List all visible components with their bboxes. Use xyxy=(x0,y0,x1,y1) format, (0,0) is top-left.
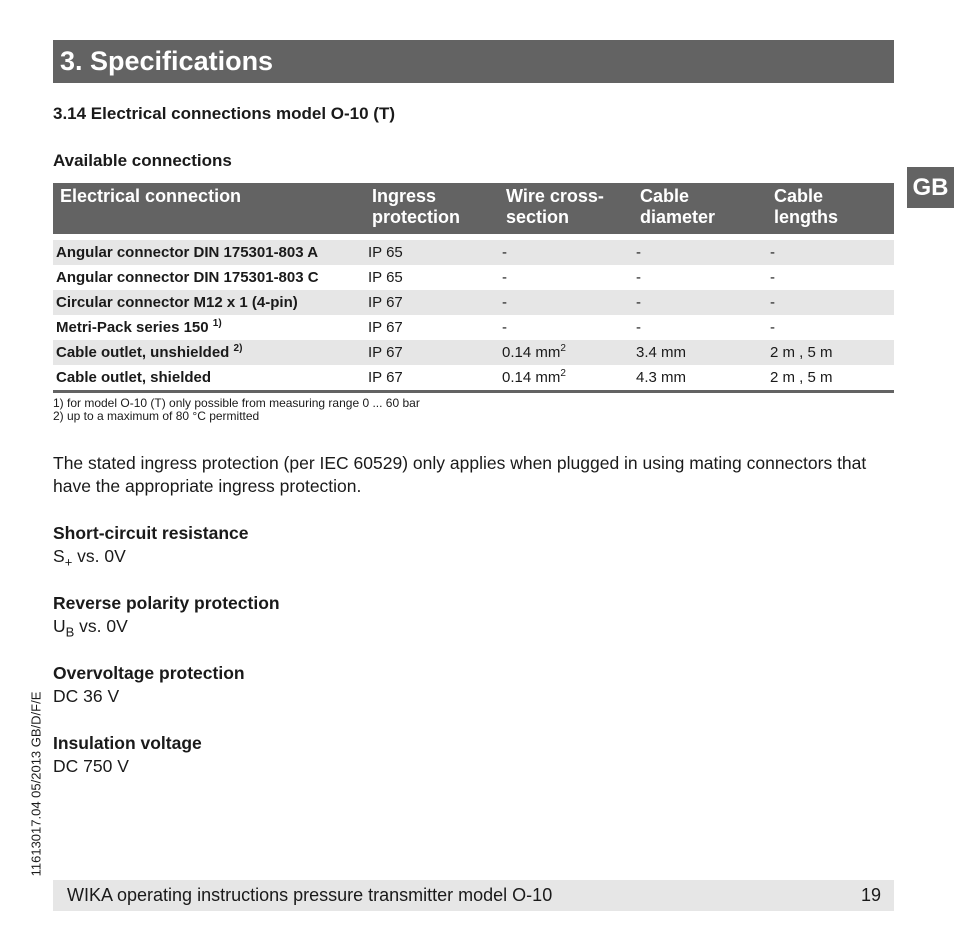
table-row xyxy=(53,265,894,290)
lengths-cell: 2 m , 5 m xyxy=(767,340,894,365)
wire-cell: - xyxy=(502,269,507,286)
wire-cell: - xyxy=(499,290,633,315)
insulation-value: DC 750 V xyxy=(53,756,129,776)
overvoltage-value: DC 36 V xyxy=(53,686,120,706)
lengths-cell: - xyxy=(767,290,894,315)
ingress-cell: IP 67 xyxy=(365,365,499,392)
connection-name: Cable outlet, unshielded $^{2)}$ xyxy=(53,340,365,365)
diameter-cell: - xyxy=(636,319,641,336)
document-code: 11613017.04 05/2013 GB/D/F/E xyxy=(28,691,44,877)
ingress-cell: IP 67 xyxy=(365,290,499,315)
short-circuit-value: $S_+$ vs. 0V xyxy=(53,546,126,570)
header-cable-lengths: Cable lengths xyxy=(767,183,894,234)
connections-table xyxy=(53,183,894,393)
table-header-row xyxy=(53,183,894,234)
header-wire-cross-section: Wire cross- section xyxy=(499,183,633,234)
lengths-cell: 2 m , 5 m xyxy=(767,365,894,392)
header-cable-diameter: Cable diameter xyxy=(633,183,767,234)
diameter-cell: 3.4 mm xyxy=(633,340,767,365)
connection-name: Angular connector DIN 175301-803 A xyxy=(53,240,365,265)
connection-name: Metri-Pack series 150 $^{1)}$ xyxy=(56,318,222,336)
wire-cell: - xyxy=(499,240,633,265)
insulation-label: Insulation voltage xyxy=(53,733,202,753)
lengths-cell: - xyxy=(770,269,775,286)
language-tab: GB xyxy=(907,167,954,208)
connection-name: Angular connector DIN 175301-803 C xyxy=(56,269,319,286)
table-row xyxy=(53,240,894,265)
diameter-cell: 4.3 mm xyxy=(633,365,767,392)
page-number: 19 xyxy=(860,885,881,905)
diameter-cell: - xyxy=(633,240,767,265)
ingress-cell: IP 67 xyxy=(368,319,403,336)
ingress-note-paragraph: The stated ingress protection (per IEC 60529) only applies when plugged in using mating connectors that have the appropriate ingress protection. xyxy=(53,453,867,496)
reverse-polarity-label: Reverse polarity protection xyxy=(53,593,280,613)
table-row xyxy=(53,315,894,340)
footnote: 1) for model O-10 (T) only possible from measuring range 0 ... 60 bar xyxy=(53,396,420,410)
connection-name: Circular connector M12 x 1 (4-pin) xyxy=(53,290,365,315)
ingress-cell: IP 65 xyxy=(368,269,403,286)
section-title: 3.14 Electrical connections model O-10 (T) xyxy=(53,104,395,123)
wire-cell: - xyxy=(502,319,507,336)
ingress-cell: IP 65 xyxy=(365,240,499,265)
diameter-cell: - xyxy=(636,269,641,286)
table-footnotes xyxy=(53,397,420,423)
ingress-cell: IP 67 xyxy=(365,340,499,365)
page-title: 3. Specifications xyxy=(53,40,894,83)
header-ingress-protection: Ingress protection xyxy=(365,183,499,234)
connection-name: Cable outlet, shielded xyxy=(53,365,365,392)
wire-cell: 0.14 $mm^2$ xyxy=(499,365,633,392)
footnote: 2) up to a maximum of 80 °C permitted xyxy=(53,409,260,423)
table-row xyxy=(53,340,894,365)
table-row xyxy=(53,290,894,315)
reverse-polarity-value: $U_B$ vs. 0V xyxy=(53,616,128,640)
page-footer xyxy=(53,880,894,911)
short-circuit-label: Short-circuit resistance xyxy=(53,523,249,543)
lengths-cell: - xyxy=(770,319,775,336)
lengths-cell: - xyxy=(767,240,894,265)
footer-text: WIKA operating instructions pressure transmitter model O-10 xyxy=(67,885,553,905)
overvoltage-label: Overvoltage protection xyxy=(53,663,245,683)
wire-cell: 0.14 $mm^2$ xyxy=(499,340,633,365)
header-electrical-connection: Electrical connection xyxy=(53,183,365,234)
diameter-cell: - xyxy=(633,290,767,315)
table-row xyxy=(53,365,894,392)
available-connections-title: Available connections xyxy=(53,151,232,170)
